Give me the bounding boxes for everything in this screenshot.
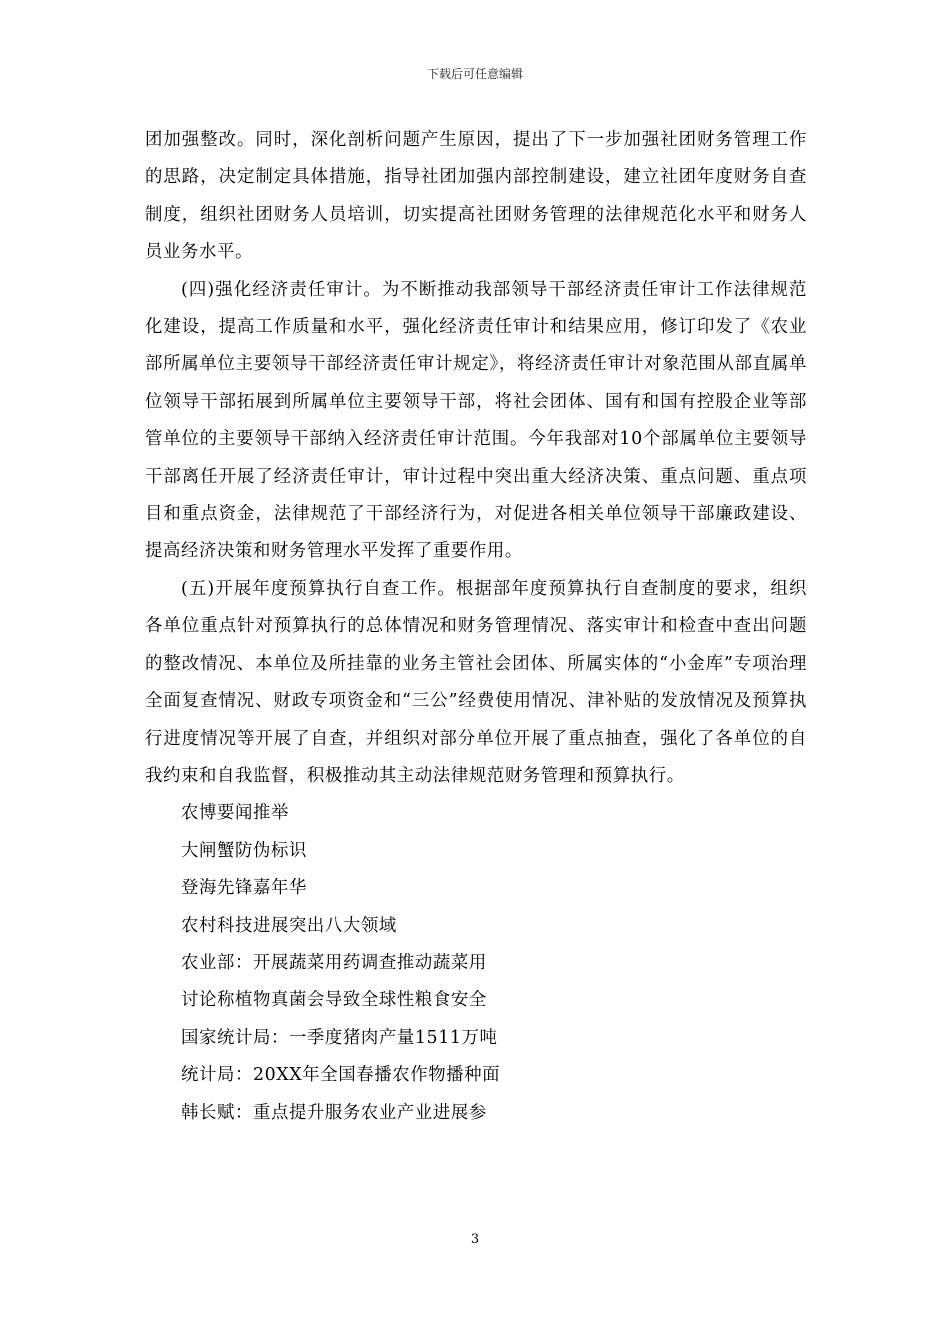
page-number: 3 <box>470 1232 480 1247</box>
document-body <box>145 122 807 1132</box>
list-item[interactable]: 韩长赋：重点提升服务农业产业进展参 <box>181 1102 487 1123</box>
paragraph-continuation: 团加强整改。同时，深化剖析问题产生原因，提出了下一步加强社团财务管理工作的思路，决定制定具体措施，指导社团加强内部控制建设，建立社团年度财务自查制度，组织社团财务人员培训，切实提高社团财务管理的法律规范化水平和财务人员业务水平。 <box>145 130 807 263</box>
paragraph-economic-responsibility-audit: (四)强化经济责任审计。为不断推动我部领导干部经济责任审计工作法律规范化建设，提高工作质量和水平，强化经济责任审计和结果应用，修订印发了《农业部所属单位主要领导干部经济责任审计规定》，将经济责任审计对象范围从部直属单位领导干部拓展到所属单位主要领导干部，将社会团体、国有和国有控股企业等部管单位的主要领导干部纳入经济责任审计范围。今年我部对10个部属单位主要领导干部离任开展了经济责任审计，审计过程中突出重大经济决策、重点问题、重点项目和重点资金，法律规范了干部经济行为，对促进各相关单位领导干部廉政建设、提高经济决策和财务管理水平发挥了重要作用。 <box>145 279 807 562</box>
paragraph-budget-self-inspection: (五)开展年度预算执行自查工作。根据部年度预算执行自查制度的要求，组织各单位重点针对预算执行的总体情况和财务管理情况、落实审计和检查中查出问题的整改情况、本单位及所挂靠的业务主管社会团体、所属实体的“小金库”专项治理全面复查情况、财政专项资金和“三公”经费使用情况、津补贴的发放情况及预算执行进度情况等开展了自查，并组织对部分单位开展了重点抽查，强化了各单位的自我约束和自我监督，积极推动其主动法律规范财务管理和预算执行。 <box>145 578 807 786</box>
list-item[interactable]: 农业部：开展蔬菜用药调查推动蔬菜用 <box>181 952 487 973</box>
list-item[interactable]: 农博要闻推举 <box>181 803 289 824</box>
list-item[interactable]: 农村科技进展突出八大领域 <box>181 915 397 936</box>
list-item[interactable]: 大闸蟹防伪标识 <box>181 840 307 861</box>
page-header: 下载后可任意编辑 <box>426 67 523 81</box>
list-item[interactable]: 登海先锋嘉年华 <box>181 878 307 899</box>
related-links-list <box>145 795 807 1132</box>
list-item[interactable]: 国家统计局：一季度猪肉产量1511万吨 <box>181 1027 498 1048</box>
list-item[interactable]: 统计局：20XX年全国春播农作物播种面 <box>181 1065 501 1086</box>
list-item[interactable]: 讨论称植物真菌会导致全球性粮食安全 <box>181 990 487 1011</box>
